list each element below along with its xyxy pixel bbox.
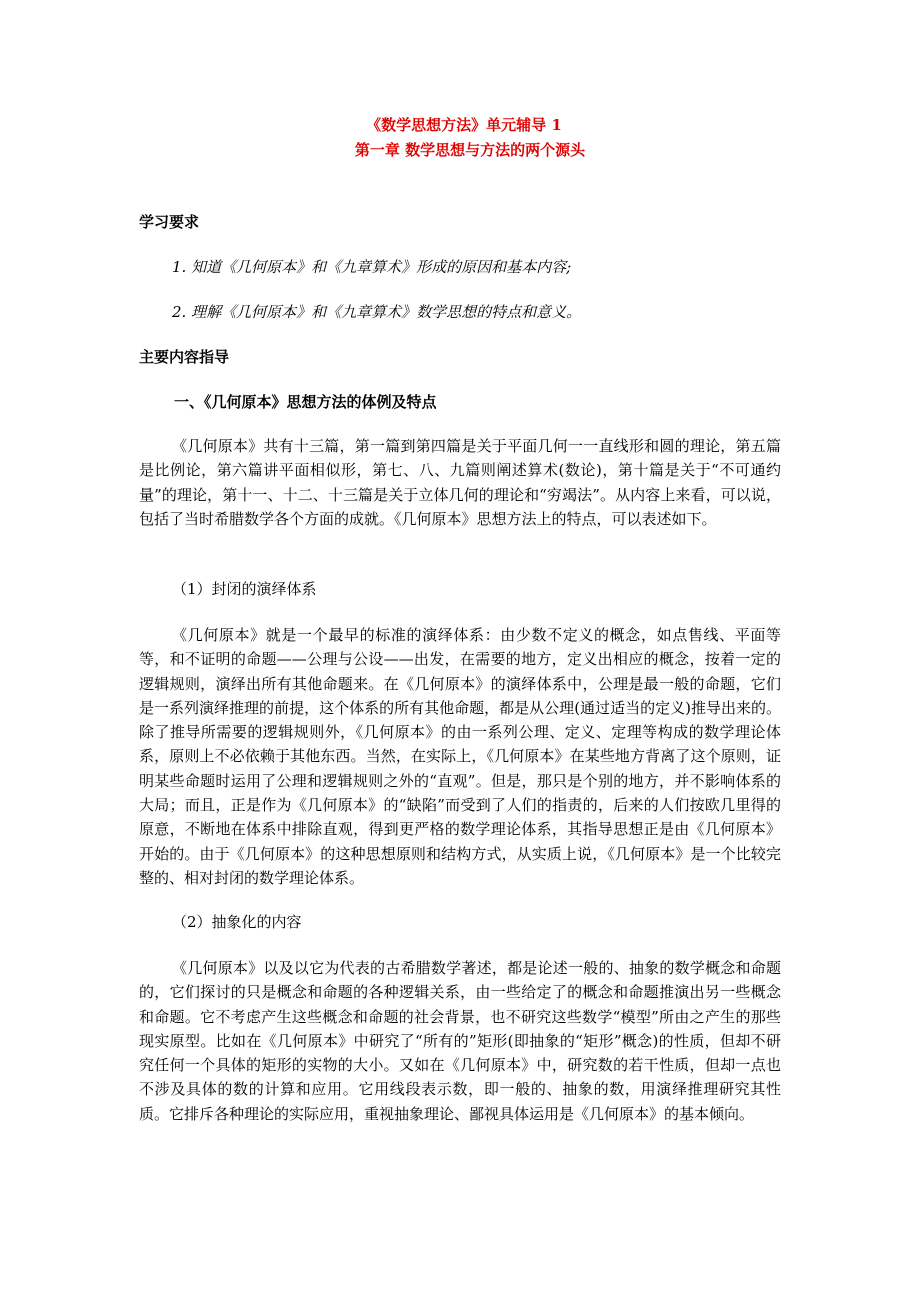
part1-heading: 一、《几何原本》思想方法的体例及特点 (174, 393, 437, 411)
document-title: 《数学思想方法》单元辅导 1 (366, 116, 562, 134)
intro-paragraph-text: 《几何原本》共有十三篇，第一篇到第四篇是关于平面几何一一直线形和圆的理论，第五篇是比例论，第六篇讲平面相似形，第七、八、九篇则阐述算术(数论)，第十篇是关于“不可通约量”的理论，第十一、十二、十三篇是关于立体几何的理论和“穷竭法”。从内容上来看，可以说，包括了当时希腊数学各个方面的成就。《几何原本》思想方法上的特点，可以表述如下。 (139, 437, 781, 528)
chapter-title: 第一章 数学思想与方法的两个源头 (354, 141, 586, 159)
item1-paragraph (139, 623, 781, 890)
requirement-item-2: 2. 理解《几何原本》和《九章算术》数学思想的特点和意义。 (172, 303, 582, 321)
requirement-item-1: 1. 知道《几何原本》和《九章算术》形成的原因和基本内容; (172, 258, 572, 276)
item2-paragraph (139, 956, 781, 1126)
intro-paragraph (139, 434, 781, 531)
item2-paragraph-text: 《几何原本》以及以它为代表的古希腊数学著述，都是论述一般的、抽象的数学概念和命题的，它们探讨的只是概念和命题的各种逻辑关系，由一些给定了的概念和命题推演出另一些概念和命题。它不考虑产生这些概念和命题的社会背景，也不研究这些数学“模型”所由之产生的那些现实原型。比如在《几何原本》中研究了“所有的”矩形(即抽象的“矩形”概念)的性质，但却不研究任何一个具体的矩形的实物的大小。又如在《几何原本》中，研究数的若干性质，但却一点也不涉及具体的数的计算和应用。它用线段表示数，即一般的、抽象的数，用演绎推理研究其性质。它排斥各种理论的实际应用，重视抽象理论、鄙视具体运用是《几何原本》的基本倾向。 (139, 959, 781, 1123)
item2-heading: （2）抽象化的内容 (172, 913, 302, 931)
item1-heading: （1）封闭的演绎体系 (172, 580, 317, 598)
requirements-heading: 学习要求 (139, 213, 200, 231)
item1-paragraph-text: 《几何原本》就是一个最早的标准的演绎体系：由少数不定义的概念，如点售线、平面等等，和不证明的命题——公理与公设——出发，在需要的地方，定义出相应的概念，按着一定的逻辑规则，演绎出所有其他命题来。在《几何原本》的演绎体系中，公理是最一般的命题，它们是一系列演绎推理的前提，这个体系的所有其他命题，都是从公理(通过适当的定义)推导出来的。除了推导所需要的逻辑规则外，《几何原本》的由一系列公理、定义、定理等构成的数学理论体系，原则上不必依赖于其他东西。当然，在实际上，《几何原本》在某些地方背离了这个原则，证明某些命题时运用了公理和逻辑规则之外的“直观”。但是，那只是个别的地方，并不影响体系的大局；而且，正是作为《几何原本》的“缺陷”而受到了人们的指责的，后来的人们按欧几里得的原意，不断地在体系中排除直观，得到更严格的数学理论体系，其指导思想正是由《几何原本》开始的。由于《几何原本》的这种思想原则和结构方式，从实质上说，《几何原本》是一个比较完整的、相对封闭的数学理论体系。 (139, 626, 781, 887)
guide-heading: 主要内容指导 (139, 348, 230, 366)
